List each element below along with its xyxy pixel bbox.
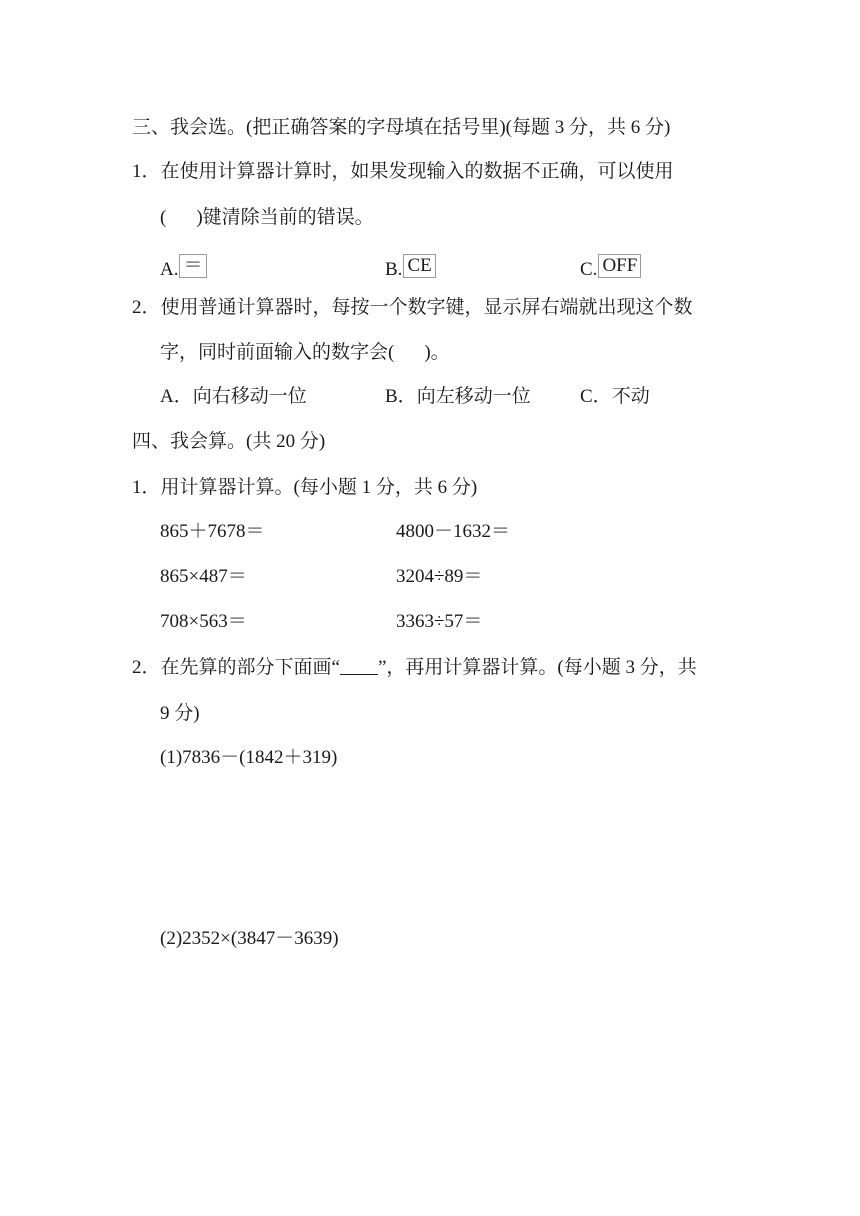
underline-mark bbox=[340, 656, 378, 675]
question-text: 使用普通计算器时，每按一个数字键，显示屏右端就出现这个数 bbox=[160, 297, 693, 318]
question-number: 1． bbox=[132, 161, 161, 182]
calc-problem: 865＋7678＝ bbox=[160, 521, 265, 542]
question-number: 2． bbox=[132, 657, 161, 678]
option-letter: C． bbox=[580, 386, 612, 407]
question-text: )键清除当前的错误。 bbox=[196, 207, 374, 228]
calc-question-2-line-1 bbox=[132, 656, 697, 680]
question-number: 2． bbox=[132, 297, 161, 318]
answer-paren-open: ( bbox=[160, 207, 167, 228]
question-text: 在使用计算器计算时，如果发现输入的数据不正确，可以使用 bbox=[160, 161, 674, 182]
option-text: 向左移动一位 bbox=[416, 386, 531, 407]
question-text: 在先算的部分下面画“ bbox=[160, 657, 340, 678]
option-letter: A. bbox=[160, 259, 179, 280]
calc-question-2-line-2: 9 分) bbox=[160, 703, 200, 724]
option-text: 不动 bbox=[611, 386, 650, 407]
question-text: 字，同时前面输入的数字会( bbox=[160, 342, 395, 363]
option-a bbox=[160, 385, 307, 409]
section-4-heading: 四、我会算。(共 20 分) bbox=[132, 431, 326, 452]
calc-problem: 3204÷89＝ bbox=[396, 566, 483, 587]
calc-problem: 708×563＝ bbox=[160, 611, 247, 632]
off-key-icon: OFF bbox=[598, 254, 641, 278]
ce-key-icon: CE bbox=[403, 254, 435, 278]
option-c bbox=[580, 385, 650, 409]
option-b bbox=[385, 254, 436, 282]
question-text: )。 bbox=[424, 342, 450, 363]
calc-problem: 3363÷57＝ bbox=[396, 611, 483, 632]
calc-problem: 865×487＝ bbox=[160, 566, 247, 587]
calc-question-1 bbox=[132, 476, 477, 500]
question-2-line-1 bbox=[132, 296, 693, 320]
equals-key-icon: ＝ bbox=[179, 254, 206, 278]
option-b bbox=[385, 385, 531, 409]
question-number: 1． bbox=[132, 477, 161, 498]
question-2-line-2 bbox=[160, 341, 450, 365]
question-text: 用计算器计算。(每小题 1 分，共 6 分) bbox=[160, 477, 478, 498]
option-letter: A． bbox=[160, 386, 193, 407]
question-1-line-1 bbox=[132, 160, 674, 184]
section-3-heading: 三、我会选。(把正确答案的字母填在括号里)(每题 3 分，共 6 分) bbox=[132, 117, 671, 138]
question-text: ”，再用计算器计算。(每小题 3 分，共 bbox=[377, 657, 697, 678]
option-a bbox=[160, 254, 207, 282]
mixed-calc-problem: (2)2352×(3847－3639) bbox=[160, 928, 339, 949]
option-c bbox=[580, 254, 641, 282]
question-1-line-2 bbox=[160, 206, 374, 230]
option-letter: B． bbox=[385, 386, 417, 407]
option-letter: B. bbox=[385, 259, 403, 280]
option-letter: C. bbox=[580, 259, 598, 280]
option-text: 向右移动一位 bbox=[192, 386, 307, 407]
calc-problem: 4800－1632＝ bbox=[396, 521, 511, 542]
mixed-calc-problem: (1)7836－(1842＋319) bbox=[160, 747, 338, 768]
